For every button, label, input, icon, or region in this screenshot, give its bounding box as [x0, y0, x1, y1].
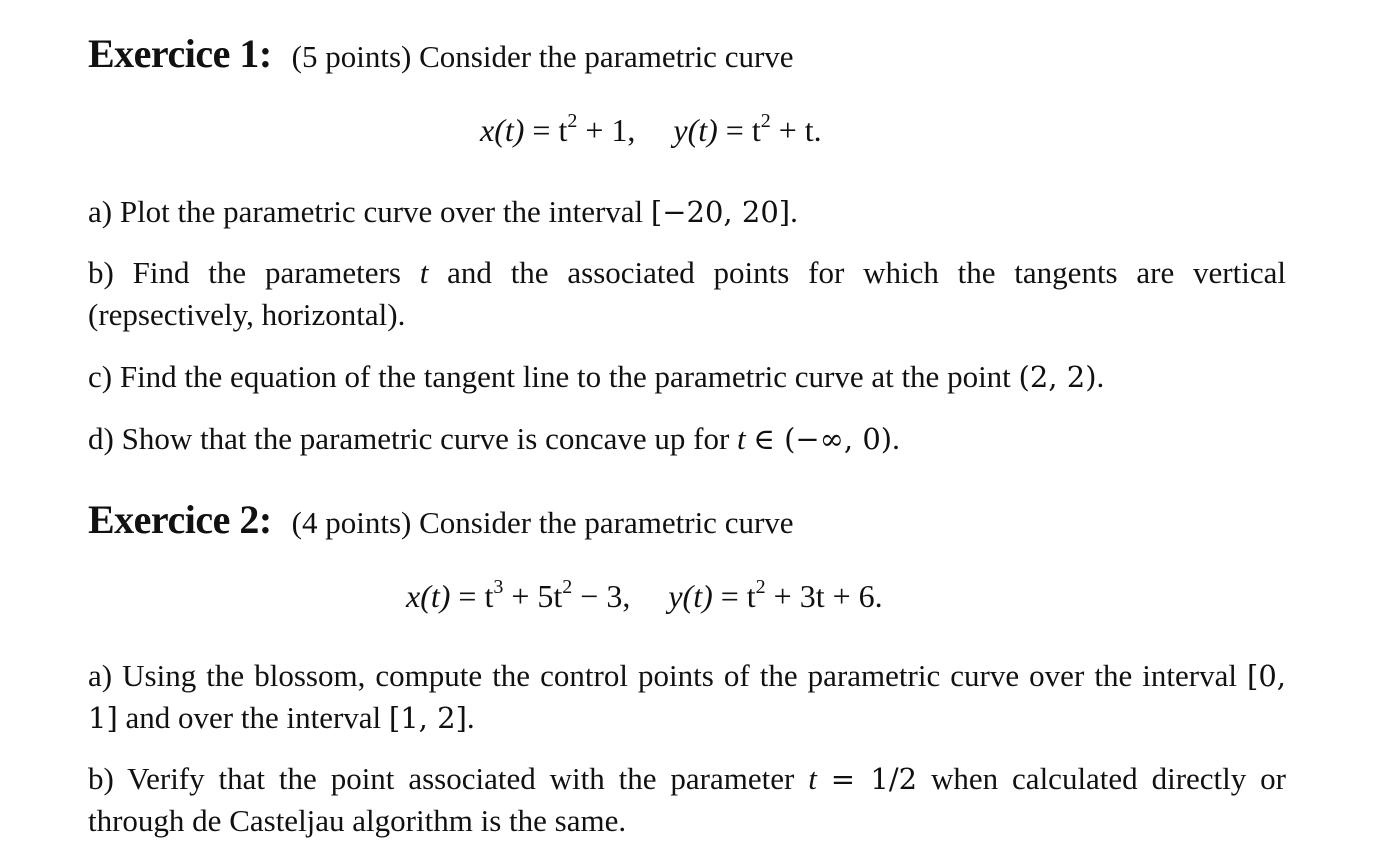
- eq1-x-rhs-a: = t: [532, 112, 568, 148]
- eq1-x-lhs: x(t): [480, 112, 525, 148]
- exercise2-title: Exercice 2:: [88, 497, 272, 542]
- exercise1-intro: (5 points) Consider the parametric curve: [291, 39, 794, 74]
- ex1-a-text: a) Plot the parametric curve over the interval: [88, 194, 644, 229]
- eq2-x-rhs-a: = t: [458, 578, 494, 614]
- ex1-c-text: c) Find the equation of the tangent line to the parametric curve at the point: [88, 359, 1011, 394]
- ex2-b-text1: b) Verify that the point associated with the parameter: [88, 761, 795, 796]
- eq1-y-lhs: y(t): [673, 112, 718, 148]
- ex2-b-math: = 1/2: [830, 762, 918, 796]
- ex2-a-text1: a) Using the blossom, compute the control points of the parametric curve over the interval: [88, 658, 1237, 693]
- eq1-y-rhs-b: + t.: [778, 112, 822, 148]
- ex1-a-end: .: [790, 194, 798, 229]
- eq2-y-lhs: y(t): [668, 578, 713, 614]
- exercise2-intro: (4 points) Consider the parametric curve: [291, 505, 794, 540]
- ex2-a-text2: and over the interval: [125, 700, 382, 735]
- ex1-b-var: t: [419, 255, 429, 290]
- ex1-c-math: (2, 2): [1018, 360, 1097, 394]
- ex1-b-text2: and the associated points for which the tangents are vertical (repsectively, horizontal).: [88, 255, 1286, 332]
- eq1-x-exp: 2: [567, 110, 578, 132]
- ex1-b-text1: b) Find the parameters: [88, 255, 401, 290]
- ex1-d-text: d) Show that the parametric curve is concave up for: [88, 421, 730, 456]
- eq2-x-exp2: 2: [562, 576, 573, 598]
- ex2-a-math2: [1, 2]: [388, 701, 467, 735]
- eq2-x-rhs-c: − 3,: [580, 578, 631, 614]
- eq2-x-lhs: x(t): [406, 578, 451, 614]
- exercise1-item-b: [88, 252, 1286, 336]
- exercise1-equation: [480, 112, 822, 149]
- ex1-d-end: .: [892, 421, 900, 456]
- eq2-x-exp1: 3: [493, 576, 504, 598]
- eq1-y-rhs-a: = t: [725, 112, 761, 148]
- exercise1-item-c: [88, 356, 1286, 398]
- eq1-x-rhs-b: + 1,: [585, 112, 636, 148]
- exercise1-heading: [88, 30, 794, 77]
- ex1-d-math: ∈ (−∞, 0): [753, 422, 893, 456]
- ex2-a-math1: [0, 1]: [88, 659, 1287, 735]
- ex1-a-math: [−20, 20]: [650, 195, 791, 229]
- exercise2-equation: [406, 578, 883, 615]
- exercise2-item-a: [88, 655, 1286, 739]
- ex2-b-text2: when calculated directly or through de Casteljau algorithm is the same.: [88, 761, 1286, 838]
- exercise1-item-d: [88, 418, 1286, 460]
- exercise1-title: Exercice 1:: [88, 31, 272, 76]
- eq2-y-rhs-a: = t: [720, 578, 756, 614]
- eq1-y-exp: 2: [760, 110, 771, 132]
- ex1-c-end: .: [1096, 359, 1105, 394]
- eq2-y-exp: 2: [755, 576, 766, 598]
- exercise2-item-b: [88, 758, 1286, 842]
- exercise1-item-a: [88, 191, 1286, 233]
- ex2-b-var: t: [808, 761, 817, 796]
- ex2-a-end: .: [466, 700, 475, 735]
- exercise2-heading: [88, 496, 794, 543]
- eq2-y-rhs-b: + 3t + 6.: [773, 578, 883, 614]
- eq2-x-rhs-b: + 5t: [511, 578, 563, 614]
- ex1-d-var: t: [737, 421, 746, 456]
